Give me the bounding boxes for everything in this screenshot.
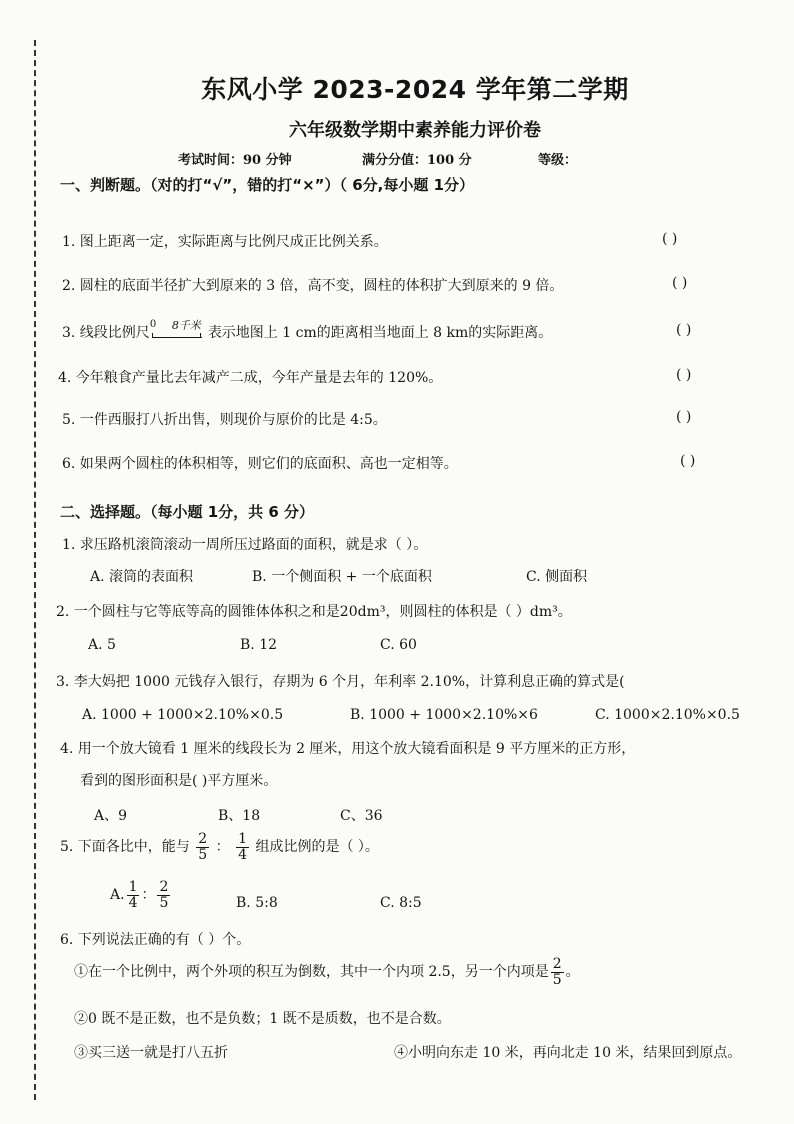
judge-q6: 6. 如果两个圆柱的体积相等，则它们的底面积、高也一定相等。 [62,456,458,472]
choice-q6-statement-2: ②0 既不是正数，也不是负数；1 既不是质数，也不是合数。 [74,1011,451,1027]
section1-heading: 一、判断题。（对的打“√”，错的打“×”）（ 6分,每小题 1分） [60,176,475,194]
choice-q4-option-a[interactable]: A、9 [94,808,128,824]
choice-q3-option-b[interactable]: B. 1000 + 1000×2.10%×6 [350,707,538,723]
judge-q1: 1. 图上距离一定，实际距离与比例尺成正比例关系。 [62,234,388,250]
fraction-two-fifths: $\frac{2}{5}$ [198,831,208,863]
scale-bar-zero: 0 [149,319,157,330]
exam-title: 东风小学 2023-2024 学年第二学期 [201,75,629,104]
exam-subtitle: 六年级数学期中素养能力评价卷 [289,120,541,141]
exam-page [50,0,780,1124]
choice-q6-statement-1: ①在一个比例中，两个外项的积互为倒数，其中一个内项 2.5，另一个内项是 $\frac{2}{5}$ 。 [74,956,580,988]
choice-q6-statement-3: ③买三送一就是打八五折 [74,1045,228,1061]
choice-q3-option-c[interactable]: C. 1000×2.10%×0.5 [595,707,740,723]
binding-dashed-line [34,40,36,1100]
scale-bar-label: 8千米 [171,319,201,332]
exam-time: 考试时间：90 分钟 [178,153,292,168]
choice-q1-option-b[interactable]: B. 一个侧面积 + 一个底面积 [252,569,432,585]
choice-q5-option-c[interactable]: C. 8:5 [380,895,422,911]
choice-q4-option-c[interactable]: C、36 [340,808,383,824]
scale-bar-icon [149,319,202,340]
choice-q1: 1. 求压路机滚筒滚动一周所压过路面的面积，就是求（ ）。 [62,537,428,553]
choice-q2-option-c[interactable]: C. 60 [380,637,417,653]
choice-q5-option-b[interactable]: B. 5:8 [236,895,278,911]
choice-q2: 2. 一个圆柱与它等底等高的圆锥体体积之和是20dm³，则圆柱的体积是（ ）dm³。 [56,604,572,620]
fraction-two-fifths: $\frac{2}{5}$ [159,879,169,911]
fraction-one-fourth: $\frac{1}{4}$ [238,831,248,863]
grade-label: 等级： [538,153,578,168]
choice-q6: 6. 下列说法正确的有（ ）个。 [60,932,251,948]
choice-q5-suffix: 组成比例的是（ ）。 [255,839,379,856]
choice-q4-option-b[interactable]: B、18 [218,808,261,824]
choice-q5-option-a[interactable]: A. $\frac{1}{4}$ ： $\frac{2}{5}$ [110,879,169,911]
judge-q3 [62,319,553,342]
fraction-two-fifths: $\frac{2}{5}$ [552,956,562,988]
judge-q5-answer[interactable]: ( ) [676,409,692,425]
choice-q1-option-a[interactable]: A. 滚筒的表面积 [90,569,194,585]
judge-q4-answer[interactable]: ( ) [676,367,692,383]
choice-q2-option-a[interactable]: A. 5 [88,637,116,653]
choice-q2-option-b[interactable]: B. 12 [240,637,278,653]
choice-q3: 3. 李大妈把 1000 元钱存入银行，存期为 6 个月，年利率 2.10%，计算利息正确的算式是( [56,674,625,690]
choice-q4-line2: 看到的图形面积是( )平方厘米。 [80,773,278,789]
judge-q2-answer[interactable]: ( ) [672,275,688,291]
choice-q5 [60,832,379,862]
judge-q4: 4. 今年粮食产量比去年减产二成，今年产量是去年的 120%。 [58,370,443,386]
full-score: 满分分值：100 分 [362,153,472,168]
section2-heading: 二、选择题。（每小题 1分，共 6 分） [60,503,315,521]
ratio-colon: ： [215,839,230,856]
judge-q3-suffix: 表示地图上 1 cm的距离相当地面上 8 km的实际距离。 [207,325,553,341]
choice-q1-option-c[interactable]: C. 侧面积 [526,569,588,585]
choice-q6-statement-4: ④小明向东走 10 米，再向北走 10 米，结果回到原点。 [394,1045,742,1061]
judge-q3-prefix: 3. 线段比例尺 [62,325,150,341]
choice-q3-option-a[interactable]: A. 1000 + 1000×2.10%×0.5 [82,707,284,723]
judge-q5: 5. 一件西服打八折出售，则现价与原价的比是 4:5。 [62,412,387,428]
choice-q5-prefix: 5. 下面各比中，能与 [60,839,190,856]
choice-q4-line1: 4. 用一个放大镜看 1 厘米的线段长为 2 厘米，用这个放大镜看面积是 9 平方厘米的正方形， [60,741,636,757]
judge-q1-answer[interactable]: ( ) [662,231,678,247]
judge-q2: 2. 圆柱的底面半径扩大到原来的 3 倍，高不变，圆柱的体积扩大到原来的 9 倍。 [62,278,564,294]
judge-q3-answer[interactable]: ( ) [676,322,692,338]
judge-q6-answer[interactable]: ( ) [680,453,696,469]
fraction-one-fourth: $\frac{1}{4}$ [128,879,138,911]
